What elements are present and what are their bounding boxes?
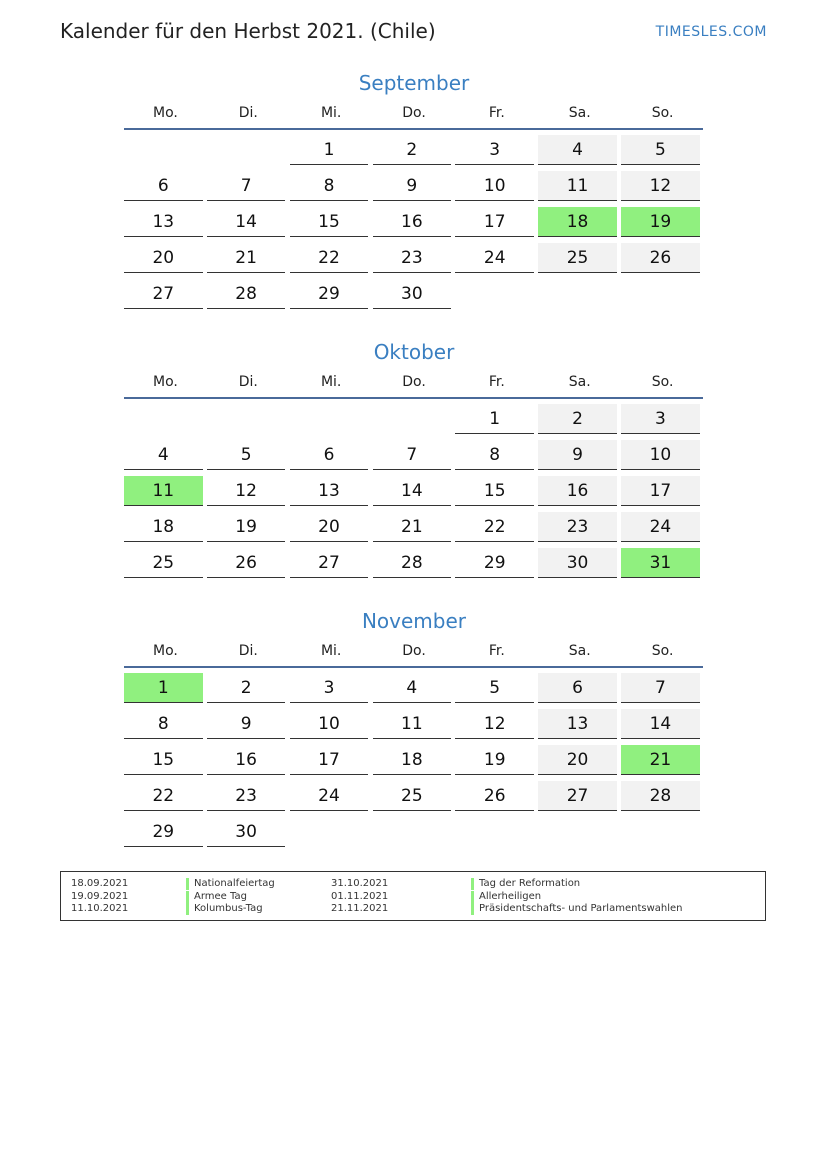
holiday-date: 01.11.2021 [331, 890, 389, 902]
weekday-label: Mi. [320, 105, 342, 121]
day-cell[interactable]: 17 [455, 207, 534, 237]
week-row [124, 404, 704, 440]
holiday-marker [471, 878, 474, 890]
day-cell[interactable]: 25 [373, 781, 452, 811]
day-cell[interactable]: 29 [124, 817, 203, 847]
month-oktober [124, 339, 704, 584]
holiday-date: 18.09.2021 [71, 878, 129, 889]
day-cell[interactable]: 29 [455, 548, 534, 578]
day-cell[interactable]: 12 [207, 476, 286, 506]
week-row [124, 817, 704, 853]
week-row [124, 476, 704, 512]
month-title: Oktober [373, 340, 455, 364]
day-cell[interactable]: 20 [290, 512, 369, 542]
holiday-name: Tag der Reformation [479, 878, 581, 889]
empty-day-cell [207, 404, 286, 434]
holiday-day-cell[interactable]: 19 [621, 207, 700, 237]
weekday-label: Sa. [568, 643, 591, 659]
empty-day-cell [621, 817, 700, 847]
weekend-day-cell[interactable]: 6 [538, 673, 617, 703]
weekend-day-cell[interactable]: 16 [538, 476, 617, 506]
month-september [124, 70, 704, 315]
week-row [124, 243, 704, 279]
weekday-label: Mo. [153, 105, 178, 121]
holiday-legend [60, 871, 766, 921]
day-cell[interactable]: 12 [455, 709, 534, 739]
day-cell[interactable]: 25 [124, 548, 203, 578]
day-cell[interactable]: 22 [290, 243, 369, 273]
weekend-day-cell[interactable]: 14 [621, 709, 700, 739]
empty-day-cell [207, 135, 286, 165]
day-cell[interactable]: 23 [207, 781, 286, 811]
weekend-day-cell[interactable]: 11 [538, 171, 617, 201]
weekday-label: Mo. [153, 374, 178, 390]
day-cell[interactable]: 13 [290, 476, 369, 506]
day-cell[interactable]: 18 [373, 745, 452, 775]
day-cell[interactable]: 5 [207, 440, 286, 470]
day-cell[interactable]: 2 [373, 135, 452, 165]
day-cell[interactable]: 9 [373, 171, 452, 201]
day-cell[interactable]: 16 [373, 207, 452, 237]
empty-day-cell [621, 279, 700, 309]
day-cell[interactable]: 28 [373, 548, 452, 578]
weekend-day-cell[interactable]: 7 [621, 673, 700, 703]
weekday-header [124, 373, 704, 397]
day-cell[interactable]: 19 [207, 512, 286, 542]
weekend-day-cell[interactable]: 12 [621, 171, 700, 201]
week-row [124, 207, 704, 243]
week-row [124, 709, 704, 745]
weekday-label: Fr. [488, 374, 505, 390]
holiday-date: 21.11.2021 [331, 903, 389, 914]
weekday-label: Do. [402, 643, 426, 659]
empty-day-cell [373, 404, 452, 434]
weekday-label: Do. [402, 105, 426, 121]
empty-day-cell [373, 817, 452, 847]
day-cell[interactable]: 27 [290, 548, 369, 578]
weekend-day-cell[interactable]: 9 [538, 440, 617, 470]
weekend-day-cell[interactable]: 2 [538, 404, 617, 434]
day-cell[interactable]: 15 [124, 745, 203, 775]
weekday-label: Sa. [568, 374, 591, 390]
weekday-label: Di. [238, 643, 258, 659]
holiday-day-cell[interactable]: 18 [538, 207, 617, 237]
day-cell[interactable]: 24 [290, 781, 369, 811]
weekday-header [124, 104, 704, 128]
day-cell[interactable]: 14 [207, 207, 286, 237]
day-cell[interactable]: 30 [207, 817, 286, 847]
holiday-date: 11.10.2021 [71, 903, 129, 914]
weekend-day-cell[interactable]: 24 [621, 512, 700, 542]
day-cell[interactable]: 3 [455, 135, 534, 165]
empty-day-cell [124, 135, 203, 165]
holiday-day-cell[interactable]: 11 [124, 476, 203, 506]
header-divider [124, 397, 703, 399]
weekend-day-cell[interactable]: 27 [538, 781, 617, 811]
day-cell[interactable]: 17 [290, 745, 369, 775]
weekday-label: So. [651, 105, 674, 121]
weekend-day-cell[interactable]: 23 [538, 512, 617, 542]
day-cell[interactable]: 22 [455, 512, 534, 542]
weekday-label: Fr. [488, 105, 505, 121]
day-cell[interactable]: 24 [455, 243, 534, 273]
day-cell[interactable]: 26 [455, 781, 534, 811]
day-cell[interactable]: 21 [373, 512, 452, 542]
day-cell[interactable]: 6 [290, 440, 369, 470]
day-cell[interactable]: 22 [124, 781, 203, 811]
week-row [124, 673, 704, 709]
holiday-day-cell[interactable]: 31 [621, 548, 700, 578]
weekday-label: Fr. [488, 643, 505, 659]
weekday-label: So. [651, 374, 674, 390]
empty-day-cell [124, 404, 203, 434]
empty-day-cell [538, 279, 617, 309]
weekend-day-cell[interactable]: 13 [538, 709, 617, 739]
empty-day-cell [455, 279, 534, 309]
week-row [124, 135, 704, 171]
day-cell[interactable]: 7 [373, 440, 452, 470]
holiday-marker [186, 878, 189, 890]
day-cell[interactable]: 4 [373, 673, 452, 703]
weekday-header [124, 642, 704, 666]
day-cell[interactable]: 30 [373, 279, 452, 309]
day-cell[interactable]: 27 [124, 279, 203, 309]
holiday-name: Allerheiligen [479, 890, 542, 902]
weekday-label: Do. [402, 374, 426, 390]
day-cell[interactable]: 28 [207, 279, 286, 309]
day-cell[interactable]: 1 [290, 135, 369, 165]
week-row [124, 512, 704, 548]
day-cell[interactable]: 8 [124, 709, 203, 739]
day-cell[interactable]: 4 [124, 440, 203, 470]
day-cell[interactable]: 9 [207, 709, 286, 739]
day-cell[interactable]: 23 [373, 243, 452, 273]
weekday-label: Mi. [320, 643, 342, 659]
weekend-day-cell[interactable]: 4 [538, 135, 617, 165]
day-cell[interactable]: 26 [207, 548, 286, 578]
day-cell[interactable]: 21 [207, 243, 286, 273]
week-row [124, 279, 704, 315]
day-cell[interactable]: 11 [373, 709, 452, 739]
day-cell[interactable]: 8 [290, 171, 369, 201]
weekday-label: Di. [238, 105, 258, 121]
weekend-day-cell[interactable]: 30 [538, 548, 617, 578]
header-divider [124, 128, 703, 130]
weekday-label: Sa. [568, 105, 591, 121]
week-row [124, 745, 704, 781]
month-title: September [358, 71, 470, 95]
day-cell[interactable]: 15 [455, 476, 534, 506]
holiday-marker [186, 891, 189, 903]
day-cell[interactable]: 10 [455, 171, 534, 201]
week-row [124, 548, 704, 584]
day-cell[interactable]: 20 [124, 243, 203, 273]
page-title: Kalender für den Herbst 2021. (Chile) [60, 19, 436, 43]
holiday-marker [471, 891, 474, 903]
holiday-day-cell[interactable]: 21 [621, 745, 700, 775]
holiday-date: 31.10.2021 [331, 878, 389, 889]
weekend-day-cell[interactable]: 26 [621, 243, 700, 273]
weekend-day-cell[interactable]: 5 [621, 135, 700, 165]
weekday-label: Mi. [320, 374, 342, 390]
day-cell[interactable]: 29 [290, 279, 369, 309]
week-row [124, 781, 704, 817]
day-cell[interactable]: 6 [124, 171, 203, 201]
day-cell[interactable]: 2 [207, 673, 286, 703]
empty-day-cell [538, 817, 617, 847]
holiday-name: Kolumbus-Tag [194, 903, 263, 914]
weekday-label: So. [651, 643, 674, 659]
header-divider [124, 666, 703, 668]
holiday-name: Präsidentschafts- und Parlamentswahlen [479, 903, 683, 914]
weekend-day-cell[interactable]: 28 [621, 781, 700, 811]
week-row [124, 440, 704, 476]
month-title: November [361, 609, 467, 633]
day-cell[interactable]: 19 [455, 745, 534, 775]
day-cell[interactable]: 1 [455, 404, 534, 434]
holiday-name: Nationalfeiertag [194, 878, 275, 889]
day-cell[interactable]: 8 [455, 440, 534, 470]
holiday-name: Armee Tag [194, 890, 247, 902]
day-cell[interactable]: 5 [455, 673, 534, 703]
weekend-day-cell[interactable]: 20 [538, 745, 617, 775]
empty-day-cell [290, 817, 369, 847]
day-cell[interactable]: 13 [124, 207, 203, 237]
holiday-marker [186, 903, 189, 915]
weekend-day-cell[interactable]: 3 [621, 404, 700, 434]
day-cell[interactable]: 3 [290, 673, 369, 703]
day-cell[interactable]: 16 [207, 745, 286, 775]
day-cell[interactable]: 15 [290, 207, 369, 237]
day-cell[interactable]: 18 [124, 512, 203, 542]
weekend-day-cell[interactable]: 25 [538, 243, 617, 273]
day-cell[interactable]: 10 [290, 709, 369, 739]
holiday-marker [471, 903, 474, 915]
holiday-day-cell[interactable]: 1 [124, 673, 203, 703]
empty-day-cell [290, 404, 369, 434]
weekend-day-cell[interactable]: 17 [621, 476, 700, 506]
weekday-label: Di. [238, 374, 258, 390]
day-cell[interactable]: 14 [373, 476, 452, 506]
week-row [124, 171, 704, 207]
weekend-day-cell[interactable]: 10 [621, 440, 700, 470]
brand-link[interactable]: TIMESLES.COM [655, 24, 767, 40]
day-cell[interactable]: 7 [207, 171, 286, 201]
weekday-label: Mo. [153, 643, 178, 659]
holiday-date: 19.09.2021 [71, 890, 129, 902]
month-november [124, 608, 704, 853]
empty-day-cell [455, 817, 534, 847]
